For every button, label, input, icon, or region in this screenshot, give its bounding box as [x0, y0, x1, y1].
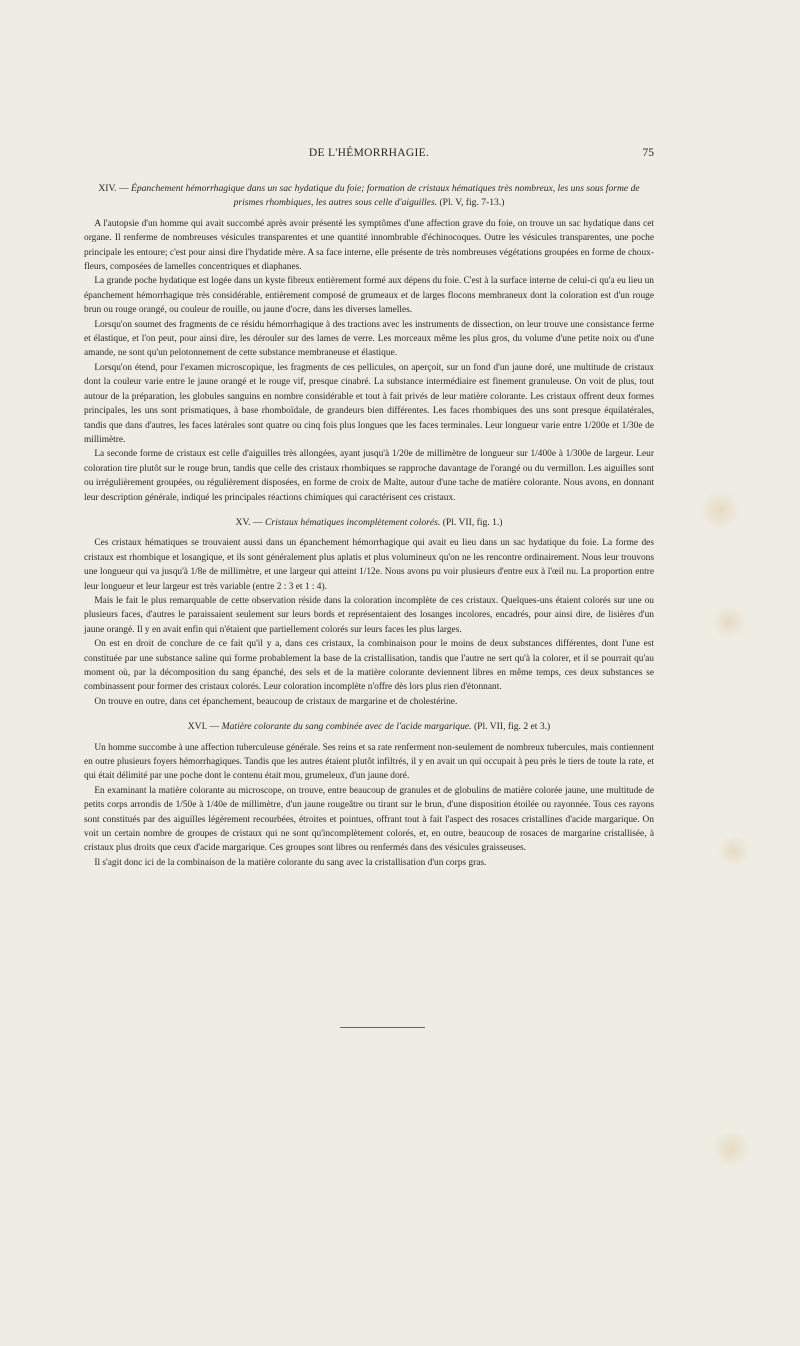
plate-reference: (Pl. V, fig. 7-13.): [439, 197, 505, 209]
paragraph: On est en droit de conclure de ce fait qu'il y a, dans ces cristaux, la combinaison pour le moins de deux substances différentes, dont l'une est constituée par une substance saline qui forme probablement la base de la cristallisation, tandis que l'autre ne sert qu'à la colorer, et il se pourrait qu'au moment où, par la décomposition du sang épanché, des sels et de la matière colorante deviennent libres en même temps, ces deux substances se combinassent pour former des cristaux colorés. Leur coloration incomplète n'offre dès lors plus rien d'étonnant.: [84, 639, 654, 693]
end-rule: [340, 1027, 425, 1028]
section-number: XIV. —: [98, 183, 129, 194]
paper-stain: [712, 605, 746, 639]
paragraph: En examinant la matière colorante au microscope, on trouve, entre beaucoup de granules et de globulins de matière colorée jaune, une multitude de petits corps arrondis de 1/50e à 1/40e de millimètre, d'un jaune rougeâtre ou tirant sur le brun, d'une disposition étoilée ou rayonnée. Tous ces rayons sont constitués par des aiguilles légèrement recourbées, étroites et pointues, offrant tout à fait l'aspect des rosaces cristallines d'acide margarique. On voit un certain nombre de groupes de cristaux qui ne sont qu'incomplètement colorés, et, en outre, beaucoup de rosaces de margarine cristallisée, à cristaux plus droits que ceux d'acide margarique. Ces groupes sont libres ou renfermés dans des vésicules graisseuses.: [84, 785, 654, 854]
paragraph: Mais le fait le plus remarquable de cette observation réside dans la coloration incomplète de ces cristaux. Quelques-uns étaient colorés sur une ou plusieurs faces, d'autres le paraissaient seulement sur leurs bords et représentaient des losanges incolores, encadrés, pour ainsi dire, de lisières d'un jaune orangé. Il y en avait enfin qui n'étaient que partiellement colorés sur leurs faces les plus larges.: [84, 595, 654, 635]
section-title: Épanchement hémorrhagique dans un sac hydatique du foie; formation de cristaux hématiques très nombreux, les uns sous forme de prismes rhombiques, les autres sous celle d'aiguilles.: [130, 183, 640, 209]
paragraph: Il s'agit donc ici de la combinaison de la matière colorante du sang avec la cristallisation d'un corps gras.: [94, 857, 487, 868]
paragraph: A l'autopsie d'un homme qui avait succombé après avoir présenté les symptômes d'une affection grave du foie, on trouve un sac hydatique dans cet organe. Il renferme de nombreuses vésicules transparentes et une quantité innombrable d'échinocoques. Outre les vésicules transparentes, une poche principale les entoure; c'est pour ainsi dire l'hydatide mère. A sa face interne, elle présente de très nombreuses végétations groupées en forme de choux-fleurs, composées de lamelles concentriques et diaphanes.: [84, 218, 654, 273]
paragraph: Un homme succombe à une affection tuberculeuse générale. Ses reins et sa rate renferment non-seulement de nombreux tubercules, mais contiennent en outre plusieurs foyers hémorrhagiques. Tandis que les autres étaient plutôt infiltrés, il y en avait un qui occupait à peu près le tiers de toute la rate, et qui était délimité par une poche dont le contenu était mou, grumeleux, d'un jaune doré.: [84, 742, 654, 782]
section-number: XVI. —: [187, 721, 220, 733]
section-number: XV. —: [235, 516, 263, 528]
page-number: 75: [642, 147, 654, 159]
plate-reference: (Pl. VII, fig. 2 et 3.): [473, 721, 551, 733]
paragraph: Lorsqu'on étend, pour l'examen microscopique, les fragments de ces pellicules, on aperçoit, sur un fond d'un jaune doré, une multitude de cristaux dont la couleur varie entre le jaune orangé et le rouge vif, presque cinabré. La substance intermédiaire est finement granuleuse. On voit de plus, tout autour de la préparation, les globules sanguins en nombre considérable et tout à fait privés de leur matière colorante. Les cristaux offrent deux formes principales, les uns sont prismatiques, à base rhomboïdale, de grandeurs bien différentes. Les faces rhombiques des uns sont presque équilatérales, tandis que dans d'autres, les faces latérales sont quatre ou cinq fois plus longues que les faces terminales. Leur longueur varie entre 1/200e et 1/30e de millimètre.: [84, 362, 654, 445]
section-heading-xvi: [84, 720, 654, 734]
paragraph: La seconde forme de cristaux est celle d'aiguilles très allongées, ayant jusqu'à 1/20e de millimètre de longueur sur 1/400e à 1/300e de largeur. Leur coloration tire plutôt sur le rouge brun, tandis que celle des cristaux rhombiques se rapproche davantage de l'orangé ou du vermillon. Les aiguilles sont ou irrégulièrement groupées, ou régulièrement disposées, en forme de croix de Malte, autour d'une tache de matière colorante. Nous avons, en donnant leur description générale, indiqué les principales réactions chimiques qui caractérisent ces cristaux.: [84, 449, 654, 503]
paper-stain: [700, 490, 740, 530]
paragraph: Ces cristaux hématiques se trouvaient aussi dans un épanchement hémorrhagique qui avait eu lieu dans un sac hydatique du foie. La forme des cristaux est rhombique et losangique, et ils sont généralement plus aplatis et plus volumineux qu'on ne les rencontre ordinairement. Nous leur trouvons une longueur qui va jusqu'à 1/8e de millimètre, et une largeur qui atteint 1/12e. Nous avons pu voir plusieurs d'entre eux à l'œil nu. La proportion entre leur longueur et leur largeur est très variable (entre 2 : 3 et 1 : 4).: [84, 538, 654, 592]
section-heading-xv: [84, 516, 654, 530]
paragraph: On trouve en outre, dans cet épanchement, beaucoup de cristaux de margarine et de cholestérine.: [94, 696, 458, 707]
paragraph: La grande poche hydatique est logée dans un kyste fibreux entièrement formé aux dépens du foie. C'est à la surface interne de celui-ci qu'a eu lieu un épanchement hémorrhagique très considérable, entièrement composé de grumeaux et de larges flocons membraneux dont la coloration est d'un rouge brun ou rouge orangé, ou couleur de rouille, ou jaune d'ocre, dans les diverses lamelles.: [84, 276, 654, 316]
section-title: Cristaux hématiques incomplètement colorés.: [264, 516, 441, 528]
paragraph: Lorsqu'on soumet des fragments de ce résidu hémorrhagique à des tractions avec les instruments de dissection, on leur trouve une consistance ferme et élastique, et l'on peut, pour ainsi dire, les dérouler sur des lames de verre. Les morceaux même les plus gros, du volume d'une petite noix ou d'une amande, ne sont qu'un pelotonnement de cette substance membraneuse et élastique.: [84, 319, 654, 359]
running-head: [84, 147, 654, 165]
paper-stain: [712, 1130, 750, 1168]
section-heading-xiv: [84, 182, 654, 211]
body-text: [84, 182, 654, 870]
plate-reference: (Pl. VII, fig. 1.): [442, 516, 503, 528]
paper-stain: [718, 835, 750, 867]
running-title: DE L'HÉMORRHAGIE.: [308, 147, 430, 159]
section-title: Matière colorante du sang combinée avec de l'acide margarique.: [221, 721, 472, 733]
